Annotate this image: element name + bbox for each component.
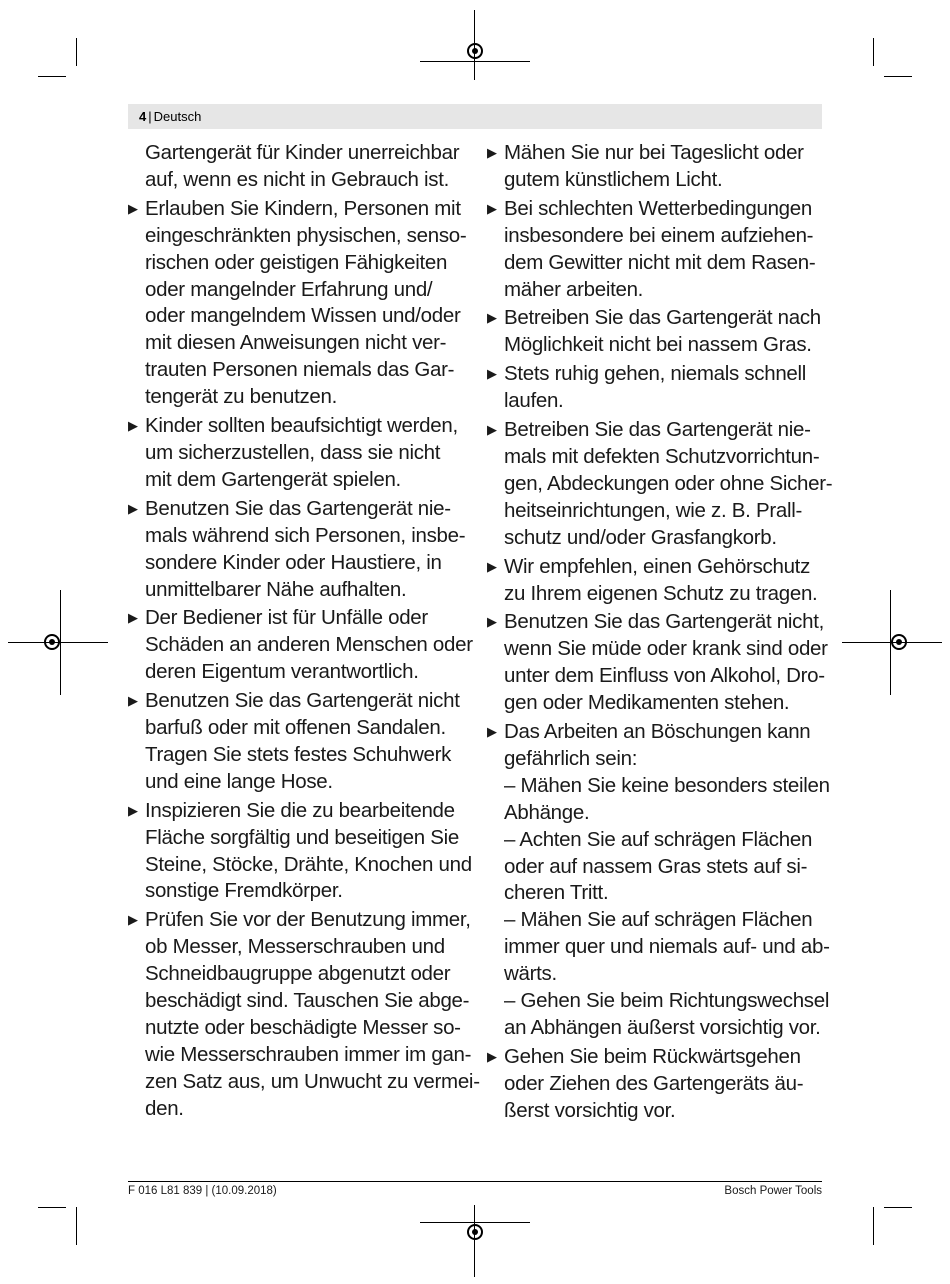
instruction-line: Inspizieren Sie die zu bearbeitende [145, 798, 455, 822]
safety-instruction [487, 609, 827, 717]
safety-instruction [487, 417, 833, 552]
left-column [128, 140, 480, 1125]
instruction-line: Der Bediener ist für Unfälle oder [145, 606, 428, 630]
safety-instruction [487, 140, 827, 194]
bullet-arrow-icon: ▶ [128, 610, 138, 626]
instruction-line: wie Messerschrauben immer im gan- [145, 1042, 472, 1066]
instruction-line: zen Satz aus, um Unwucht zu vermei- [145, 1069, 480, 1093]
instruction-line: wärts. [504, 962, 557, 986]
instruction-line: gen oder Medikamenten stehen. [504, 691, 790, 715]
instruction-line: – Gehen Sie beim Richtungswechsel [504, 989, 830, 1013]
safety-instruction [128, 688, 460, 796]
footer-document-id: F 016 L81 839 | (10.09.2018) [128, 1185, 277, 1197]
safety-instruction [128, 496, 466, 604]
instruction-line: – Mähen Sie auf schrägen Flächen [504, 908, 813, 932]
instruction-line: trauten Personen niemals das Gar- [145, 358, 455, 382]
instruction-line: beschädigt sind. Tauschen Sie abge- [145, 989, 470, 1013]
instruction-line: Betreiben Sie das Gartengerät nach [504, 306, 821, 330]
instruction-line: mit dem Gartengerät spielen. [145, 467, 401, 491]
safety-instruction [128, 413, 460, 494]
bullet-arrow-icon: ▶ [487, 310, 497, 326]
instruction-line: Fläche sorgfältig und beseitigen Sie [145, 825, 459, 849]
instruction-line: Das Arbeiten an Böschungen kann [504, 720, 811, 744]
instruction-line: heitseinrichtungen, wie z. B. Prall- [504, 498, 802, 522]
instruction-line: Stets ruhig gehen, niemals schnell [504, 362, 807, 386]
instruction-line: tengerät zu benutzen. [145, 385, 338, 409]
instruction-line: Benutzen Sie das Gartengerät nicht, [504, 610, 824, 634]
instruction-line: Kinder sollten beaufsichtigt werden, [145, 414, 458, 438]
registration-mark-icon [467, 1224, 483, 1240]
instruction-line: gefährlich sein: [504, 746, 638, 770]
instruction-line: mit diesen Anweisungen nicht ver- [145, 331, 447, 355]
registration-mark-icon [44, 634, 60, 650]
safety-instruction [128, 140, 460, 194]
bullet-arrow-icon: ▶ [487, 145, 497, 160]
instruction-line: sonstige Fremdkörper. [145, 879, 343, 903]
instruction-line: Steine, Stöcke, Drähte, Knochen und [145, 852, 472, 876]
instruction-line: immer quer und niemals auf- und ab- [504, 935, 830, 959]
safety-instruction [128, 798, 472, 906]
bullet-arrow-icon: ▶ [128, 693, 138, 709]
instruction-line: mals während sich Personen, insbe- [145, 523, 466, 547]
instruction-line: oder Ziehen des Gartengeräts äu- [504, 1071, 804, 1095]
instruction-line: barfuß oder mit offenen Sandalen. [145, 716, 446, 740]
instruction-line: deren Eigentum verantwortlich. [145, 660, 419, 684]
bullet-arrow-icon: ▶ [128, 500, 138, 516]
bullet-arrow-icon: ▶ [487, 1048, 497, 1064]
instruction-line: Gartengerät für Kinder unerreichbar [145, 141, 460, 164]
safety-instruction [487, 719, 830, 1042]
instruction-line: Prüfen Sie vor der Benutzung immer, [145, 908, 471, 932]
instruction-line: auf, wenn es nicht in Gebrauch ist. [145, 167, 450, 191]
footer-brand: Bosch Power Tools [724, 1185, 822, 1197]
safety-instruction [487, 196, 827, 304]
header-separator: | [148, 109, 152, 124]
instruction-line: um sicherzustellen, dass sie nicht [145, 440, 441, 464]
safety-instruction [487, 361, 827, 415]
bullet-arrow-icon: ▶ [487, 422, 497, 438]
instruction-line: an Abhängen äußerst vorsichtig vor. [504, 1016, 821, 1039]
bullet-arrow-icon: ▶ [487, 558, 497, 574]
instruction-line: Schneidbaugruppe abgenutzt oder [145, 962, 451, 986]
instruction-line: Erlauben Sie Kindern, Personen mit [145, 196, 461, 220]
instruction-line: gutem künstlichem Licht. [504, 167, 723, 191]
bullet-arrow-icon: ▶ [128, 418, 138, 434]
instruction-line: cheren Tritt. [504, 881, 609, 905]
page-footer [128, 1181, 822, 1197]
instruction-line: Tragen Sie stets festes Schuhwerk [145, 742, 452, 766]
page-number: 4 [139, 109, 147, 124]
instruction-line: oder auf nassem Gras stets auf si- [504, 854, 808, 878]
instruction-line: gen, Abdeckungen oder ohne Sicher- [504, 471, 833, 495]
safety-instruction [487, 305, 827, 359]
instruction-line: eingeschränkten physischen, senso- [145, 223, 467, 247]
right-column [487, 140, 833, 1127]
bullet-arrow-icon: ▶ [128, 802, 138, 818]
instruction-line: und eine lange Hose. [145, 769, 333, 793]
bullet-arrow-icon: ▶ [487, 724, 497, 740]
instruction-line: den. [145, 1096, 184, 1120]
instruction-line: oder mangelnder Erfahrung und/ [145, 277, 433, 301]
instruction-line: Abhänge. [504, 800, 590, 824]
bullet-arrow-icon: ▶ [487, 614, 497, 630]
safety-instruction [128, 605, 473, 686]
instruction-line: – Mähen Sie keine besonders steilen [504, 773, 830, 797]
instruction-line: dem Gewitter nicht mit dem Rasen- [504, 250, 816, 274]
bullet-arrow-icon: ▶ [487, 366, 497, 382]
instruction-line: mals mit defekten Schutzvorrichtun- [504, 444, 820, 468]
bullet-arrow-icon: ▶ [487, 200, 497, 216]
instruction-line: Bei schlechten Wetterbedingungen [504, 196, 812, 220]
safety-instruction [487, 554, 827, 608]
instruction-line: mäher arbeiten. [504, 277, 644, 301]
safety-instruction [487, 1044, 827, 1125]
instruction-line: unter dem Einfluss von Alkohol, Dro- [504, 664, 825, 688]
registration-mark-icon [891, 634, 907, 650]
instruction-line: Mähen Sie nur bei Tageslicht oder [504, 141, 804, 164]
instruction-line: wenn Sie müde oder krank sind oder [504, 637, 828, 661]
instruction-line: zu Ihrem eigenen Schutz zu tragen. [504, 581, 818, 605]
instruction-line: unmittelbarer Nähe aufhalten. [145, 577, 407, 601]
page-header [128, 104, 822, 129]
instruction-line: Betreiben Sie das Gartengerät nie- [504, 418, 811, 442]
instruction-line: sondere Kinder oder Haustiere, in [145, 550, 442, 574]
instruction-line: ob Messer, Messerschrauben und [145, 935, 445, 959]
instruction-line: insbesondere bei einem aufziehen- [504, 223, 814, 247]
bullet-arrow-icon: ▶ [128, 912, 138, 928]
instruction-line: Benutzen Sie das Gartengerät nie- [145, 496, 451, 520]
instruction-line: rischen oder geistigen Fähigkeiten [145, 250, 448, 274]
header-language: Deutsch [153, 109, 202, 124]
instruction-line: oder mangelndem Wissen und/oder [145, 304, 461, 328]
instruction-line: – Achten Sie auf schrägen Flächen [504, 827, 813, 851]
instruction-line: nutzte oder beschädigte Messer so- [145, 1016, 461, 1039]
instruction-line: ßerst vorsichtig vor. [504, 1098, 676, 1122]
instruction-line: Gehen Sie beim Rückwärtsgehen [504, 1044, 801, 1068]
instruction-line: schutz und/oder Grasfangkorb. [504, 525, 777, 549]
instruction-line: Schäden an anderen Menschen oder [145, 633, 473, 657]
instruction-line: laufen. [504, 389, 564, 413]
instruction-line: Wir empfehlen, einen Gehörschutz [504, 554, 811, 578]
safety-instruction [128, 907, 480, 1122]
safety-instruction [128, 196, 467, 411]
instruction-line: Benutzen Sie das Gartengerät nicht [145, 689, 460, 713]
registration-mark-icon [467, 43, 483, 59]
instruction-line: Möglichkeit nicht bei nassem Gras. [504, 333, 812, 357]
bullet-arrow-icon: ▶ [128, 200, 138, 216]
